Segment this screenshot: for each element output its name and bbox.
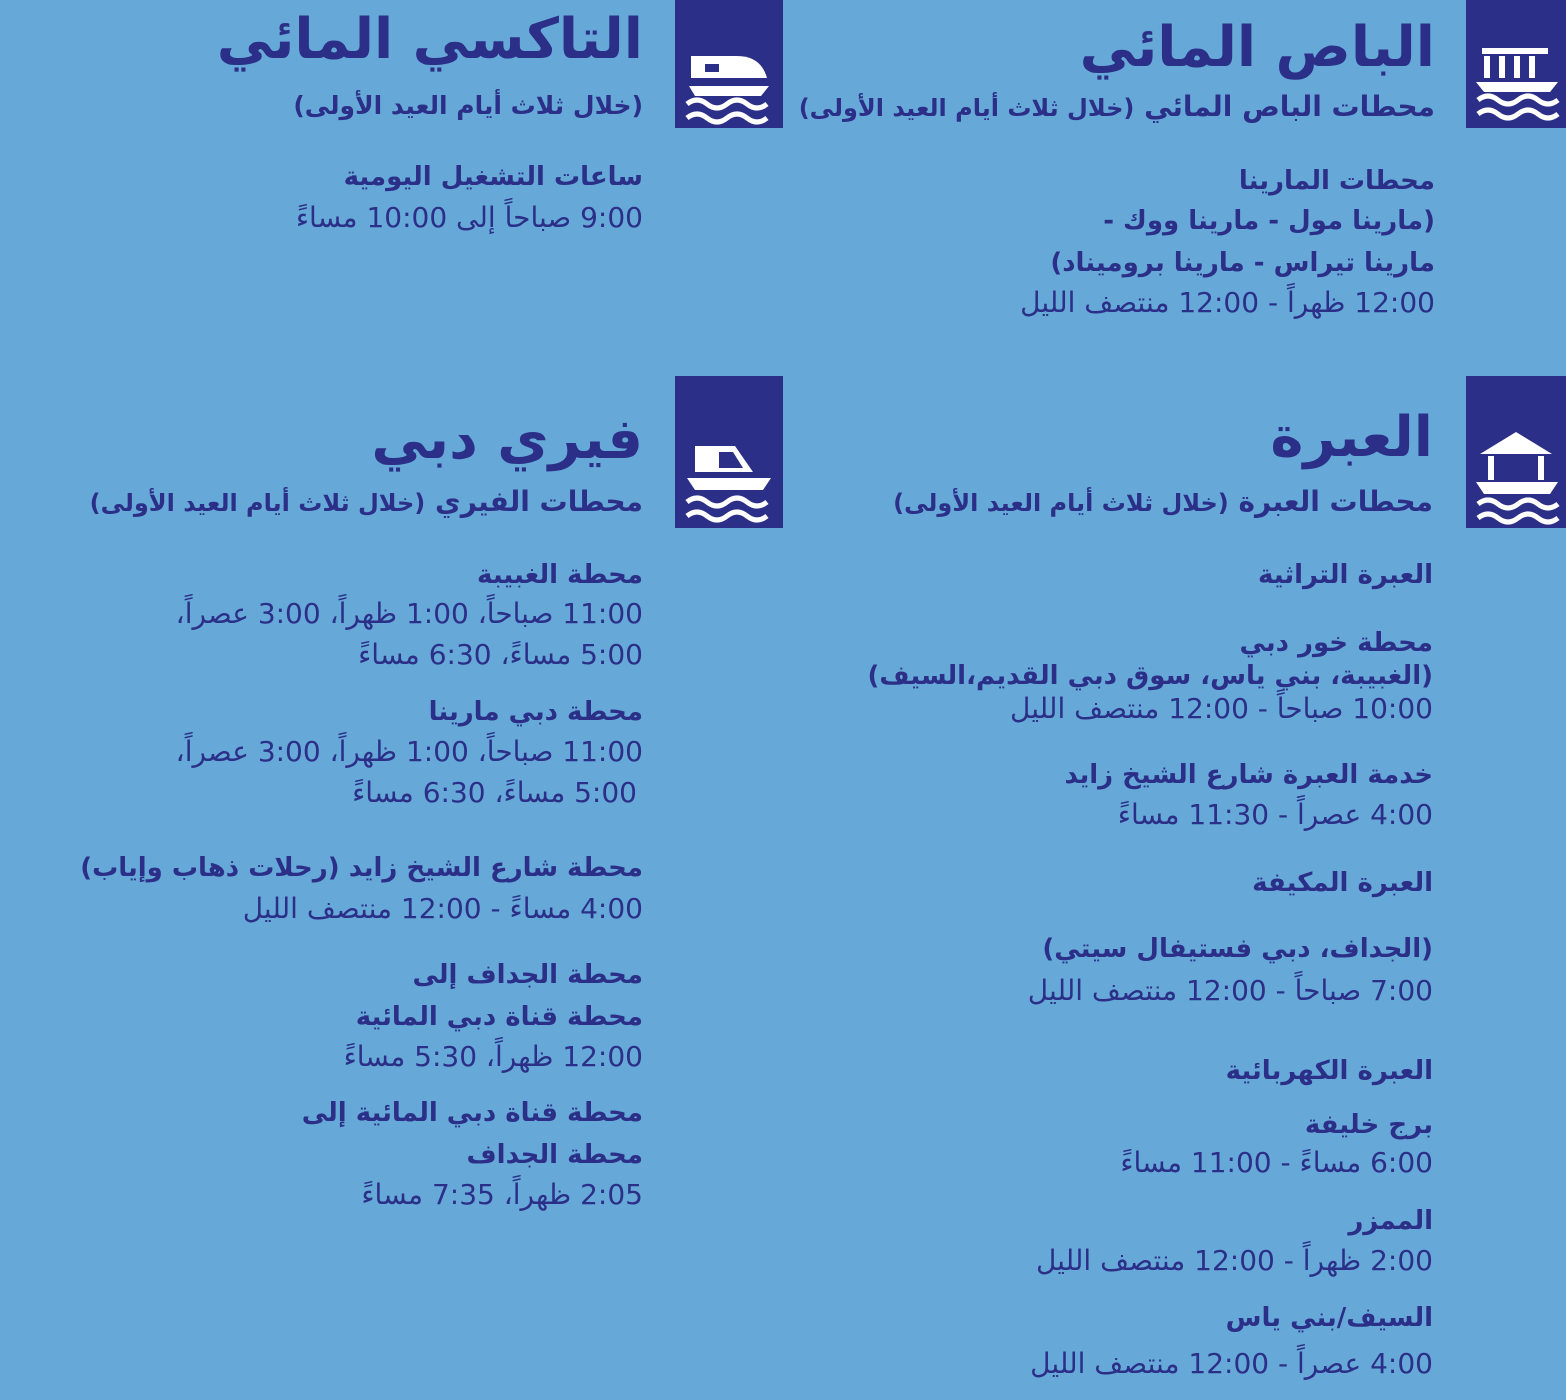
water-taxi-hours-title: ساعات التشغيل اليومية — [343, 162, 643, 192]
abra-szr-hours: 4:00 عصراً - 11:30 مساءً — [1117, 798, 1433, 831]
water-bus-subtitle-main: محطات الباص المائي — [1144, 90, 1435, 123]
abra-burj-hours: 6:00 مساءً - 11:00 مساءً — [1120, 1146, 1433, 1179]
ferry-icon — [675, 376, 783, 528]
water-bus-title: الباص المائي — [1079, 15, 1435, 80]
ferry-szr-hours: 4:00 مساءً - 12:00 منتصف الليل — [242, 892, 643, 925]
water-bus-section — [790, 0, 1435, 360]
ferry-section — [70, 376, 643, 1236]
ferry-subtitle-note: (خلال ثلاث أيام العيد الأولى) — [89, 489, 426, 517]
abra-subtitle-main: محطات العبرة — [1238, 485, 1433, 518]
abra-icon — [1466, 376, 1566, 528]
ferry-jaddaf-hours: 12:00 ظهراً، 5:30 مساءً — [343, 1040, 643, 1073]
water-bus-stations-list-2: مارينا تيراس - مارينا بروميناد) — [1050, 248, 1435, 278]
water-taxi-title: التاكسي المائي — [216, 7, 643, 72]
abra-ac-hours: 7:00 صباحاً - 12:00 منتصف الليل — [1027, 974, 1433, 1007]
abra-burj-title: برج خليفة — [1304, 1110, 1433, 1140]
abra-creek-hours: 10:00 صباحاً - 12:00 منتصف الليل — [1009, 692, 1433, 725]
abra-mamzar-title: الممزر — [1348, 1206, 1433, 1236]
ferry-marina-title: محطة دبي مارينا — [428, 697, 643, 727]
abra-creek-list: (الغبيبة، بني ياس، سوق دبي القديم،السيف) — [867, 661, 1433, 691]
water-taxi-icon — [675, 0, 783, 128]
ferry-title: فيري دبي — [371, 407, 643, 472]
water-bus-stations-list-1: (مارينا مول - مارينا ووك - — [1103, 206, 1435, 236]
abra-szr-title: خدمة العبرة شارع الشيخ زايد — [1064, 760, 1433, 790]
abra-section — [860, 376, 1433, 1400]
ferry-ghubaiba-hours-2: 5:00 مساءً، 6:30 مساءً — [358, 638, 643, 671]
ferry-subtitle — [90, 487, 643, 518]
abra-subtitle-note: (خلال ثلاث أيام العيد الأولى) — [893, 489, 1229, 517]
ferry-subtitle-main: محطات الفيري — [435, 485, 643, 518]
ferry-canal-hours: 2:05 ظهراً، 7:35 مساءً — [361, 1178, 643, 1211]
abra-seef-title: السيف/بني ياس — [1225, 1303, 1433, 1333]
abra-title: العبرة — [1270, 405, 1433, 470]
abra-ac-list: (الجداف، دبي فستيفال سيتي) — [1042, 934, 1433, 964]
water-bus-subtitle-note: (خلال ثلاث أيام العيد الأولى) — [798, 94, 1135, 122]
abra-creek-title: محطة خور دبي — [1239, 628, 1433, 658]
water-bus-icon — [1466, 0, 1566, 128]
water-taxi-section — [216, 0, 643, 260]
ferry-szr-title: محطة شارع الشيخ زايد (رحلات ذهاب وإياب) — [80, 853, 643, 883]
water-bus-subtitle — [799, 92, 1435, 123]
abra-ac-title: العبرة المكيفة — [1252, 868, 1433, 898]
water-bus-hours: 12:00 ظهراً - 12:00 منتصف الليل — [1020, 286, 1435, 319]
ferry-ghubaiba-title: محطة الغبيبة — [477, 560, 643, 590]
ferry-jaddaf-title-2: محطة قناة دبي المائية — [355, 1002, 643, 1032]
ferry-marina-hours-2: 5:00 مساءً، 6:30 مساءً — [352, 776, 637, 809]
ferry-canal-title-2: محطة الجداف — [466, 1140, 643, 1170]
abra-subtitle — [893, 487, 1433, 518]
water-bus-stations-title: محطات المارينا — [1238, 166, 1435, 196]
ferry-jaddaf-title-1: محطة الجداف إلى — [412, 960, 643, 990]
abra-electric-title: العبرة الكهربائية — [1225, 1056, 1433, 1086]
water-taxi-subtitle: (خلال ثلاث أيام العيد الأولى) — [293, 91, 643, 120]
abra-traditional-title: العبرة التراثية — [1257, 560, 1433, 590]
abra-mamzar-hours: 2:00 ظهراً - 12:00 منتصف الليل — [1035, 1244, 1433, 1277]
water-taxi-hours: 9:00 صباحاً إلى 10:00 مساءً — [295, 201, 643, 234]
ferry-marina-hours-1: 11:00 صباحاً، 1:00 ظهراً، 3:00 عصراً، — [175, 735, 643, 768]
ferry-ghubaiba-hours-1: 11:00 صباحاً، 1:00 ظهراً، 3:00 عصراً، — [175, 597, 643, 630]
ferry-canal-title-1: محطة قناة دبي المائية إلى — [301, 1098, 643, 1128]
abra-seef-hours: 4:00 عصراً - 12:00 منتصف الليل — [1030, 1347, 1433, 1380]
